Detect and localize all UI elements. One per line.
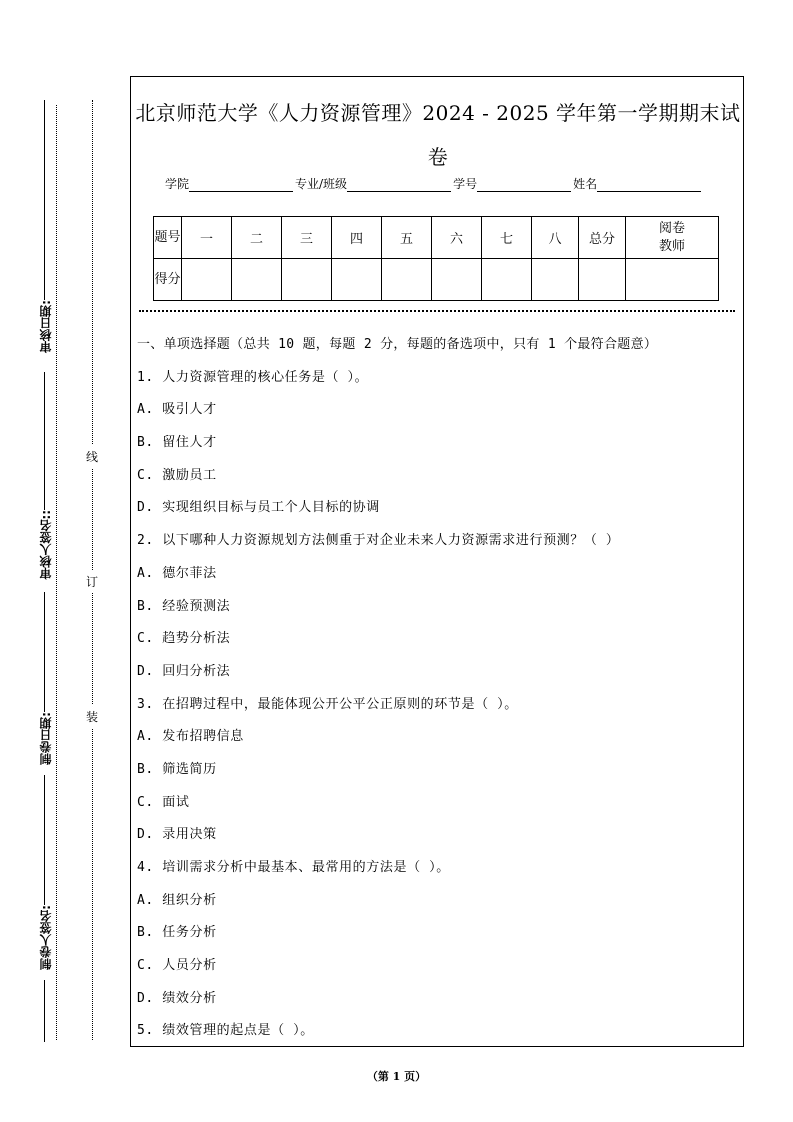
option[interactable]: D. 绩效分析	[137, 990, 217, 1006]
binding-char-zhuang: 装	[86, 705, 98, 728]
option[interactable]: A. 德尔菲法	[137, 565, 217, 581]
option[interactable]: D. 回归分析法	[137, 663, 231, 679]
col-header: 一	[182, 217, 232, 259]
major-class-label: 专业/班级	[295, 177, 348, 191]
score-cell[interactable]	[332, 259, 382, 301]
score-row-header: 得分	[154, 259, 182, 301]
col-header: 四	[332, 217, 382, 259]
question-stem: 3. 在招聘过程中，最能体现公开公平公正原则的环节是（ ）。	[137, 696, 518, 712]
col-header: 七	[482, 217, 532, 259]
review-date-label: 审核日期:	[39, 300, 53, 353]
option[interactable]: A. 发布招聘信息	[137, 729, 244, 745]
student-id-field[interactable]	[477, 179, 571, 192]
score-cell[interactable]	[432, 259, 482, 301]
total-score-header: 总分	[579, 217, 626, 259]
major-class-field[interactable]	[347, 179, 451, 192]
question-stem: 5. 绩效管理的起点是（ ）。	[137, 1023, 314, 1039]
signature-line	[44, 980, 45, 1042]
name-label: 姓名	[573, 177, 598, 191]
exam-title-line1: 北京师范大学《人力资源管理》2024 - 2025 学年第一学期期末试	[135, 101, 741, 125]
student-id-label: 学号	[453, 177, 478, 191]
college-field[interactable]	[189, 179, 293, 192]
option[interactable]: C. 面试	[137, 794, 190, 810]
signature-line	[44, 592, 45, 712]
col-header: 八	[532, 217, 579, 259]
compiler-signature-label: 制卷人签名:	[39, 905, 53, 970]
binding-char-ding: 订	[86, 570, 98, 593]
col-header: 六	[432, 217, 482, 259]
score-table-score-row	[154, 259, 719, 301]
score-cell[interactable]	[532, 259, 579, 301]
student-info-row	[165, 175, 703, 192]
signature-line	[44, 775, 45, 905]
option[interactable]: D. 实现组织目标与员工个人目标的协调	[137, 500, 380, 516]
question-stem: 1. 人力资源管理的核心任务是（ ）。	[137, 369, 369, 385]
option[interactable]: C. 人员分析	[137, 958, 217, 974]
reviewer-cell[interactable]	[626, 259, 719, 301]
score-cell[interactable]	[232, 259, 282, 301]
exam-title-line2: 卷	[427, 145, 449, 169]
questions-section	[137, 329, 741, 1048]
col-header: 二	[232, 217, 282, 259]
option[interactable]: C. 趋势分析法	[137, 631, 231, 647]
score-table	[153, 216, 719, 301]
option[interactable]: B. 留住人才	[137, 435, 217, 451]
option[interactable]: B. 经验预测法	[137, 598, 231, 614]
binding-dotted-line	[56, 105, 57, 1040]
question-number-header: 题号	[154, 217, 182, 259]
option[interactable]: B. 筛选简历	[137, 761, 217, 777]
col-header: 五	[382, 217, 432, 259]
option[interactable]: A. 组织分析	[137, 892, 217, 908]
option[interactable]: D. 录用决策	[137, 827, 217, 843]
reviewer-header: 阅卷教师	[626, 217, 719, 259]
option[interactable]: A. 吸引人才	[137, 402, 217, 418]
score-cell[interactable]	[382, 259, 432, 301]
score-cell[interactable]	[482, 259, 532, 301]
score-cell[interactable]	[282, 259, 332, 301]
score-table-header-row	[154, 217, 719, 259]
col-header: 三	[282, 217, 332, 259]
exam-title	[131, 91, 745, 179]
score-cell[interactable]	[182, 259, 232, 301]
college-label: 学院	[165, 177, 190, 191]
question-stem: 2. 以下哪种人力资源规划方法侧重于对企业未来人力资源需求进行预测？（ ）	[137, 533, 620, 549]
name-field[interactable]	[597, 179, 701, 192]
signature-line	[44, 372, 45, 510]
option[interactable]: C. 激励员工	[137, 467, 217, 483]
compile-date-label: 制卷日期:	[39, 712, 53, 765]
question-stem: 4. 培训需求分析中最基本、最常用的方法是（ ）。	[137, 860, 450, 875]
option[interactable]: B. 任务分析	[137, 925, 217, 941]
reviewer-signature-label: 审核人签名::	[39, 510, 53, 580]
total-score-cell[interactable]	[579, 259, 626, 301]
exam-frame	[130, 76, 744, 1047]
signature-line	[44, 100, 45, 300]
section-heading: 一、单项选择题（总共 10 题，每题 2 分，每题的备选项中，只有 1 个最符合题意）	[137, 337, 658, 352]
binding-char-xian: 线	[86, 445, 98, 468]
dotted-separator	[139, 310, 735, 312]
page-number: （第 1 页）	[366, 1070, 427, 1083]
